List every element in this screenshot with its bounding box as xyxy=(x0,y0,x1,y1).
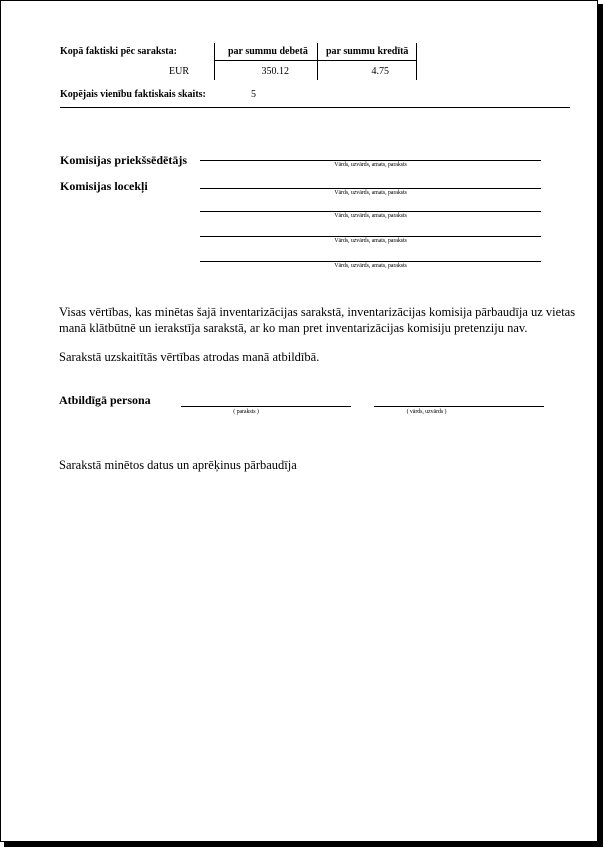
signature-caption: Vārds, uzvārds, amats, paraksts xyxy=(334,162,407,168)
page-shadow xyxy=(4,842,603,847)
responsible-signature-line xyxy=(181,406,351,407)
member-signature-line xyxy=(200,236,541,237)
responsible-signature-caption: ( paraksts ) xyxy=(233,409,259,415)
member-signature-line xyxy=(200,188,541,189)
credit-value: 4.75 xyxy=(371,66,389,77)
statement-line-2: manā klātbūtnē un ierakstīja sarakstā, ar ko man pret inventarizācijas komisiju pretenziju nav. xyxy=(59,321,528,335)
currency: EUR xyxy=(169,66,189,77)
verified-label: Sarakstā minētos datus un aprēķinus pārbaudīja xyxy=(59,458,297,472)
member-signature-line xyxy=(200,261,541,262)
responsible-name-line xyxy=(374,406,544,407)
units-value: 5 xyxy=(251,89,256,100)
credit-header: par summu kredītā xyxy=(326,46,409,57)
table-divider xyxy=(214,43,215,80)
responsible-name-caption: ( vārds, uzvārds ) xyxy=(406,409,447,415)
table-divider xyxy=(416,43,417,80)
section-divider xyxy=(60,107,570,108)
signature-caption: Vārds, uzvārds, amats, paraksts xyxy=(334,263,407,269)
responsible-label: Atbildīgā persona xyxy=(59,393,151,407)
signature-caption: Vārds, uzvārds, amats, paraksts xyxy=(334,190,407,196)
debit-header: par summu debetā xyxy=(228,46,308,57)
signature-caption: Vārds, uzvārds, amats, paraksts xyxy=(334,238,407,244)
members-label: Komisijas locekļi xyxy=(60,179,148,193)
signature-caption: Vārds, uzvārds, amats, paraksts xyxy=(334,213,407,219)
table-header-rule xyxy=(214,60,417,61)
statement-line-1: Visas vērtības, kas minētas šajā inventarizācijas sarakstā, inventarizācijas komisija pārbaudīja uz vietas xyxy=(59,305,576,319)
chair-signature-line xyxy=(200,160,541,161)
page-shadow xyxy=(598,4,603,847)
debit-value: 350.12 xyxy=(261,66,289,77)
member-signature-line xyxy=(200,211,541,212)
total-label: Kopā faktiski pēc saraksta: xyxy=(60,46,177,57)
chair-label: Komisijas priekšsēdētājs xyxy=(60,153,187,167)
units-label: Kopējais vienību faktiskais skaits: xyxy=(60,89,206,100)
table-divider xyxy=(317,43,318,80)
statement-paragraph-2: Sarakstā uzskaitītās vērtības atrodas manā atbildībā. xyxy=(59,350,320,364)
